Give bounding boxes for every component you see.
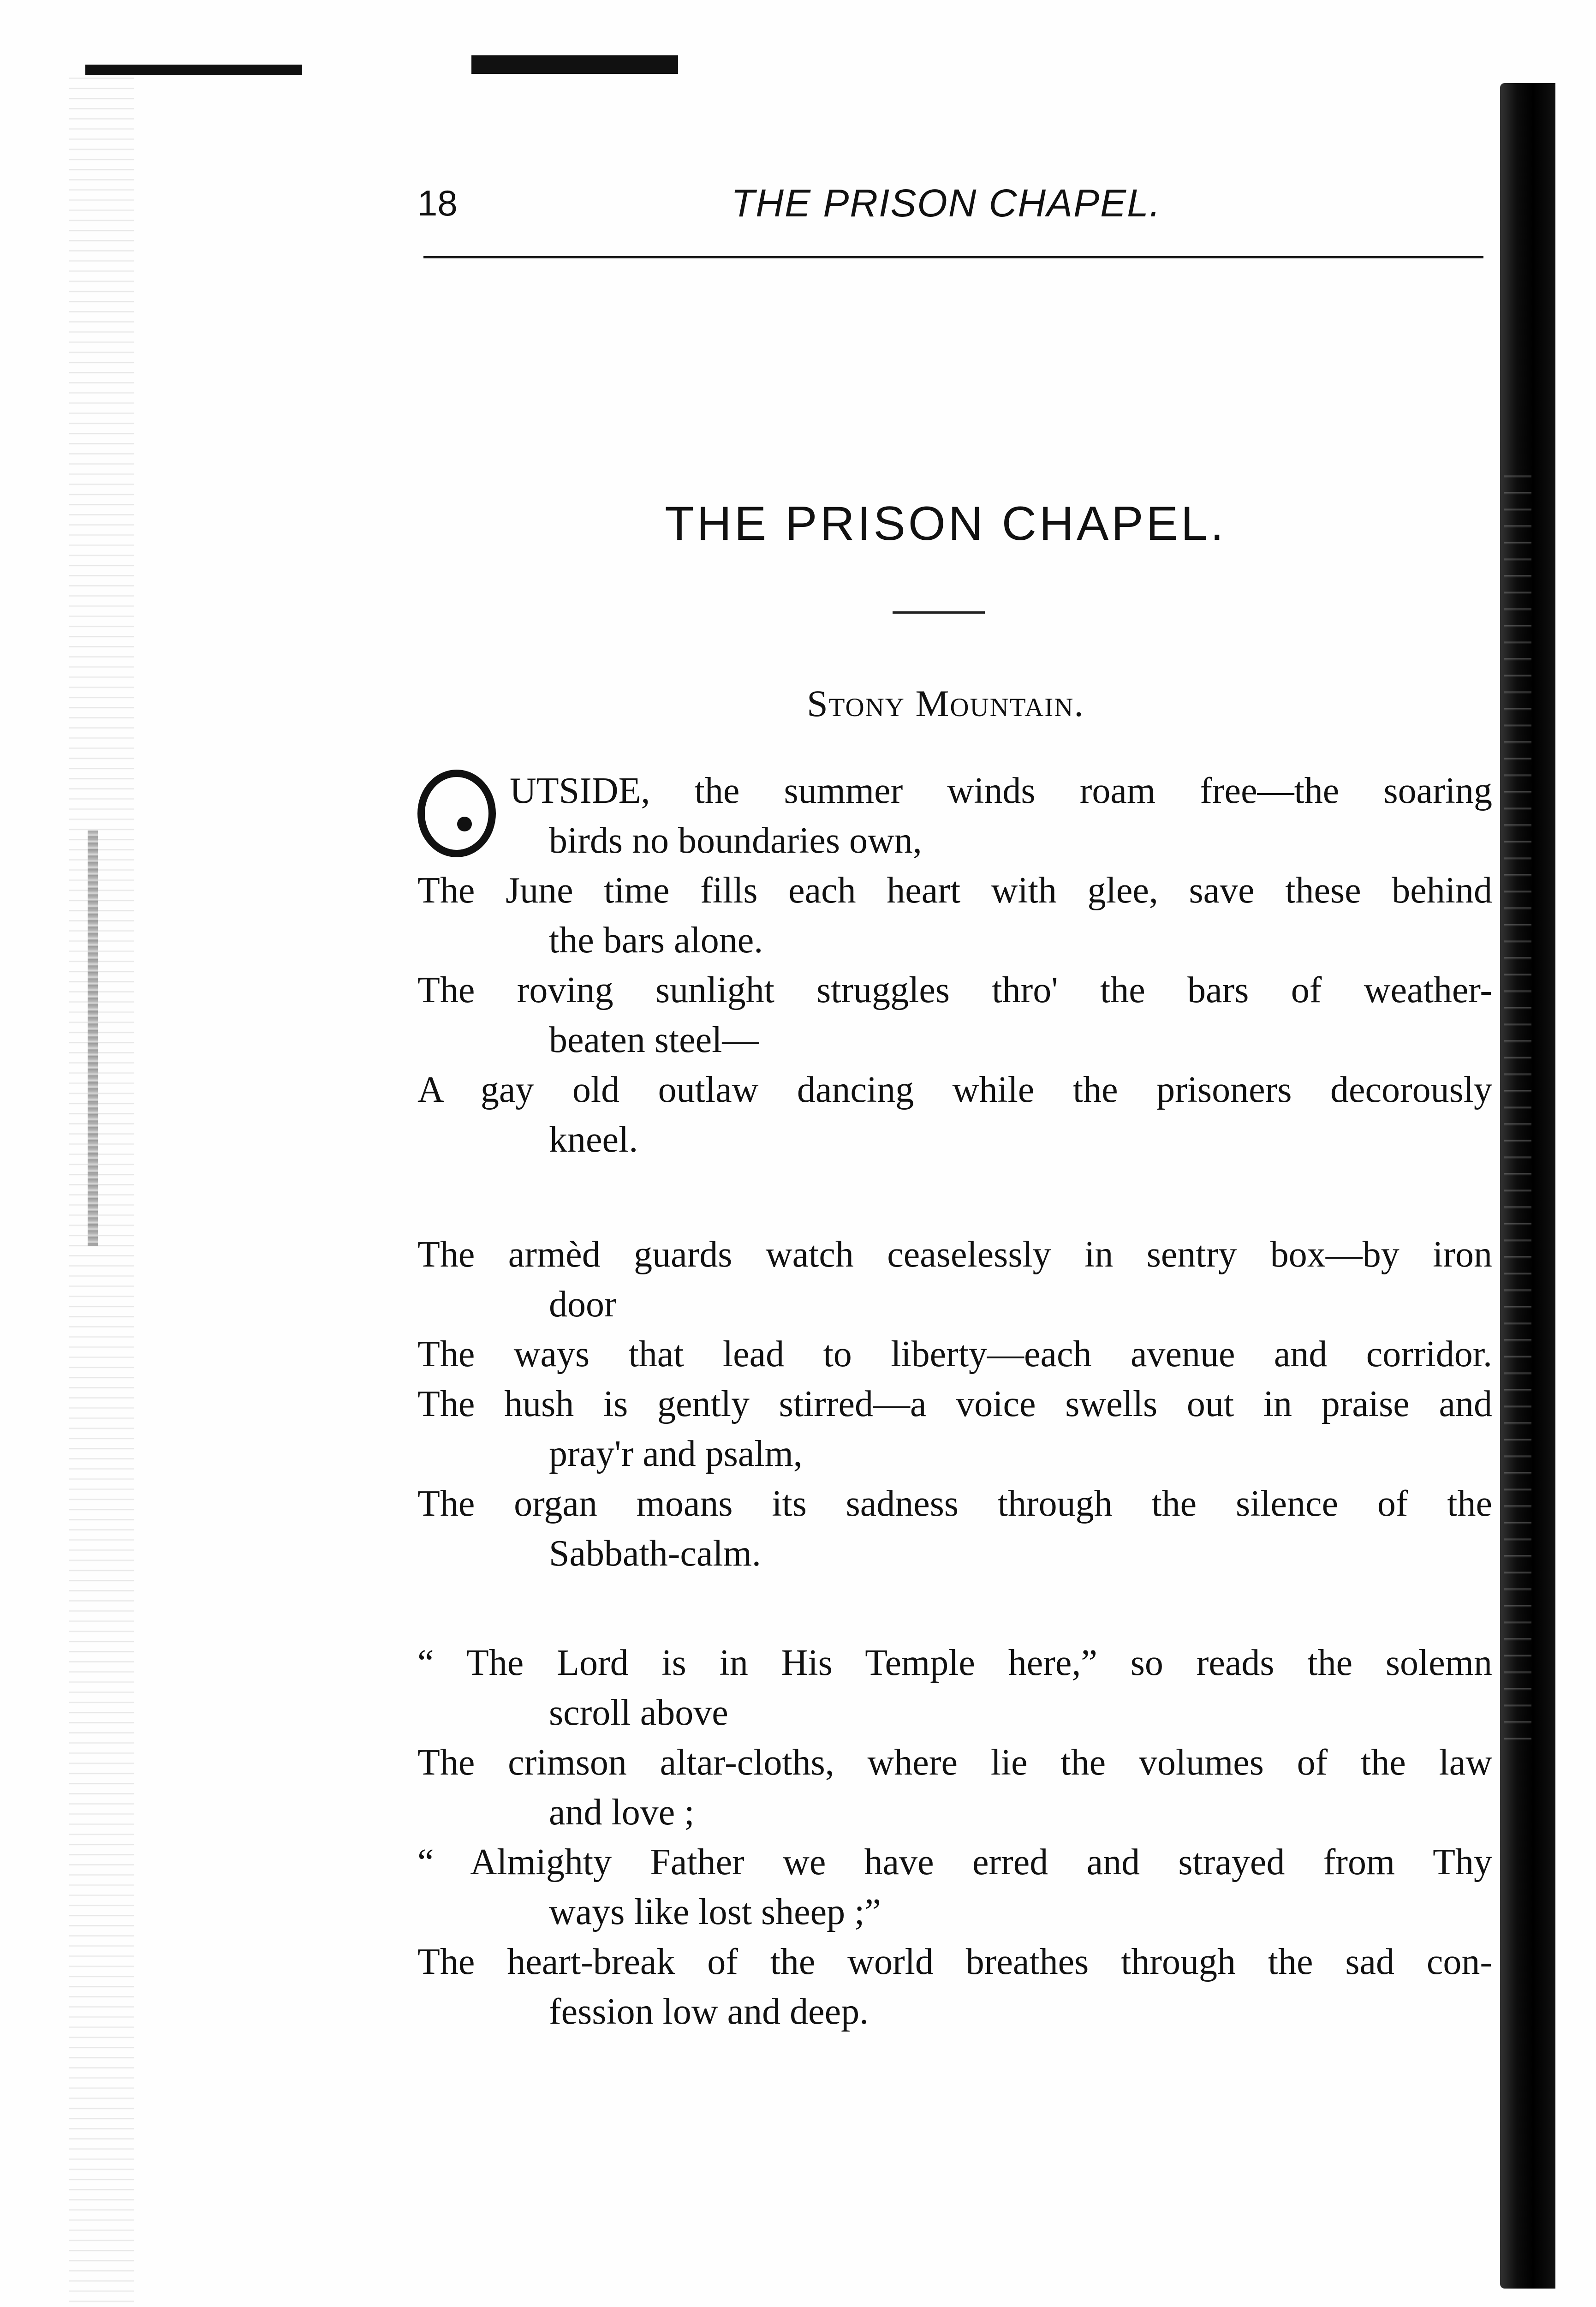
poem-line: kneel. xyxy=(549,1119,638,1160)
poem-line: The heart-break of the world breathes through the sad con- xyxy=(417,1942,1492,1982)
poem-line: fession low and deep. xyxy=(549,1991,869,2032)
running-title: THE PRISON CHAPEL. xyxy=(731,181,1161,225)
poem-line: door xyxy=(549,1284,617,1325)
header-rule xyxy=(423,256,1483,258)
page-number: 18 xyxy=(417,183,458,223)
poem-line: pray'r and psalm, xyxy=(549,1434,803,1474)
stanza-3 xyxy=(417,1638,1492,2037)
drop-cap xyxy=(417,770,496,857)
stanza-1 xyxy=(417,766,1492,1165)
poem-line: The ways that lead to liberty—each avenue and corridor. xyxy=(417,1334,1492,1375)
poem-subtitle: Stony Mountain. xyxy=(807,682,1084,724)
poem-line: “ Almighty Father we have erred and strayed from Thy xyxy=(417,1842,1492,1883)
poem-line: The June time fills each heart with glee, save these behind xyxy=(417,870,1492,911)
drop-cap-dot xyxy=(457,817,472,831)
poem-line: beaten steel— xyxy=(549,1020,759,1060)
poem-line: UTSIDE, the summer winds roam free—the soaring xyxy=(510,771,1492,811)
running-head xyxy=(417,178,1485,228)
poem-line: The hush is gently stirred—a voice swells out in praise and xyxy=(417,1384,1492,1424)
poem-line: The armèd guards watch ceaselessly in sentry box—by iron xyxy=(417,1234,1492,1275)
poem-line: A gay old outlaw dancing while the prisoners decorously xyxy=(417,1070,1492,1110)
poem-line: “ The Lord is in His Temple here,” so reads the solemn xyxy=(417,1643,1492,1683)
poem-line: scroll above xyxy=(549,1692,728,1733)
poem-line: The organ moans its sadness through the silence of the xyxy=(417,1483,1492,1524)
poem-line: the bars alone. xyxy=(549,920,763,961)
poem-line: birds no boundaries own, xyxy=(549,820,922,861)
poem-line: ways like lost sheep ;” xyxy=(549,1892,881,1932)
poem-line: Sabbath-calm. xyxy=(549,1533,761,1574)
stanza-2 xyxy=(417,1230,1492,1578)
poem-line: and love ; xyxy=(549,1792,695,1833)
poem-line: The roving sunlight struggles thro' the bars of weather- xyxy=(417,970,1492,1010)
title-ornament-rule xyxy=(893,611,985,614)
poem-line: The crimson altar-cloths, where lie the volumes of the law xyxy=(417,1742,1492,1783)
poem-title: THE PRISON CHAPEL. xyxy=(665,497,1227,550)
